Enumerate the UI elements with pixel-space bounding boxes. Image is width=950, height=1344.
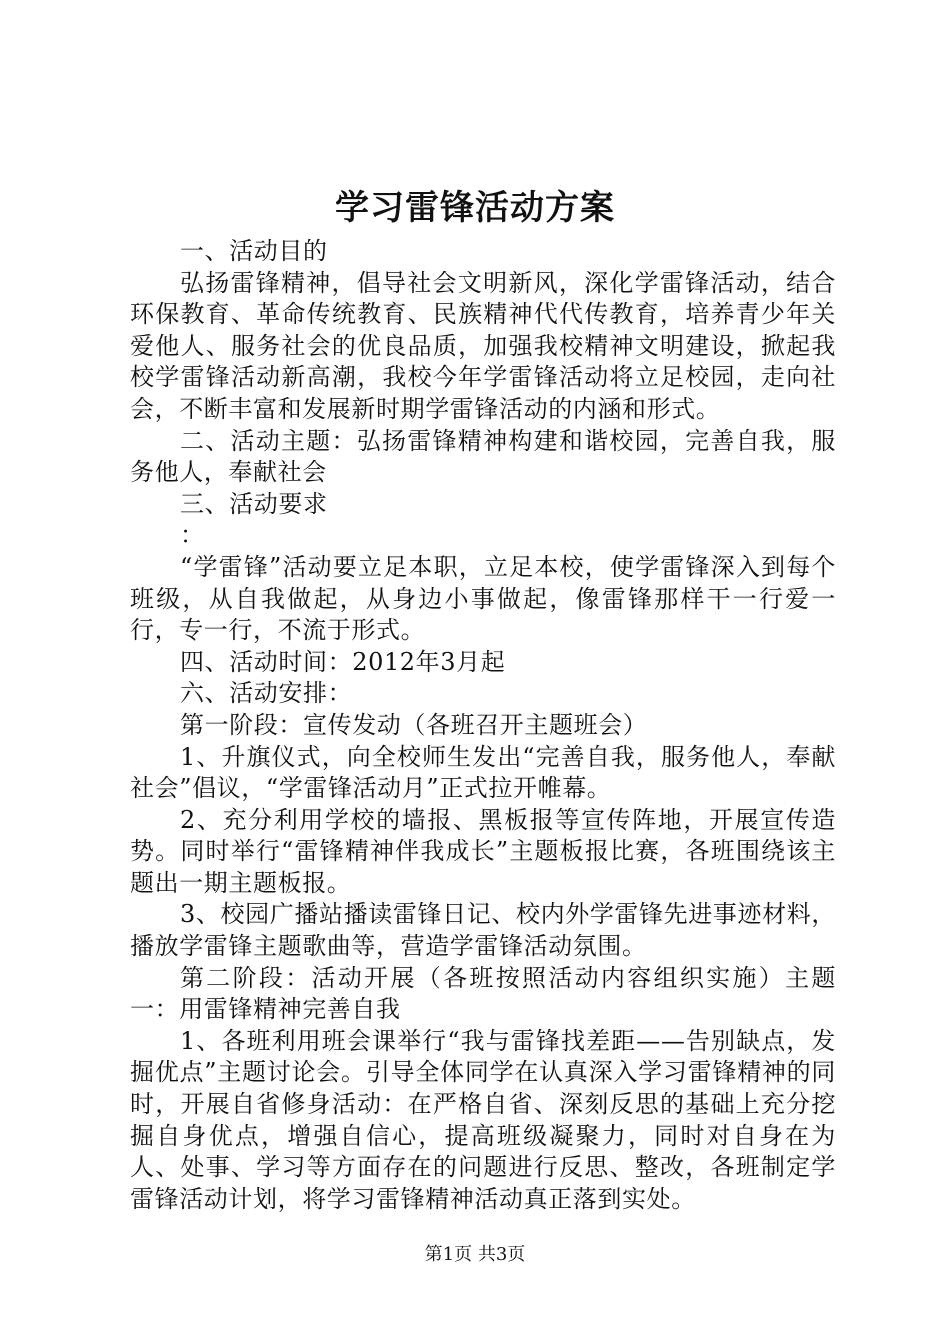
stage-two-item-1: 1、各班利用班会课举行“我与雷锋找差距——告别缺点，发掘优点”主题讨论会。引导全体同学在认真深入学习雷锋精神的同时，开展自省修身活动：在严格自省、深刻反思的基础上充分挖掘自身优点，增强自信心，提高班级凝聚力，同时对自身在为人、处事、学习等方面存在的问题进行反思、整改，各班制定学雷锋活动计划，将学习雷锋精神活动真正落到实处。: [130, 1026, 836, 1213]
section-heading-theme: 二、活动主题：弘扬雷锋精神构建和谐校园，完善自我，服务他人，奉献社会: [130, 426, 836, 487]
document-body: [130, 236, 836, 1215]
section-heading-purpose: 一、活动目的: [180, 237, 328, 265]
stage-one-item-1: 1、升旗仪式，向全校师生发出“完善自我，服务他人，奉献社会”倡议，“学雷锋活动月”正式拉开帷幕。: [130, 742, 836, 803]
stage-two-heading: 第二阶段：活动开展（各班按照活动内容组织实施）主题一：用雷锋精神完善自我: [130, 963, 836, 1024]
stage-one-item-2: 2、充分利用学校的墙报、黑板报等宣传阵地，开展宣传造势。同时举行“雷锋精神伴我成长”主题板报比赛，各班围绕该主题出一期主题板报。: [130, 805, 836, 897]
paragraph-requirements: “学雷锋”活动要立足本职，立足本校，使学雷锋深入到每个班级，从自我做起，从身边小事做起，像雷锋那样干一行爱一行，专一行，不流于形式。: [130, 552, 836, 645]
page-number-footer: 第1页 共3页: [424, 1244, 526, 1265]
section-heading-time: 四、活动时间：2012年3月起: [180, 647, 506, 676]
colon-line: ：: [180, 521, 205, 550]
paragraph-purpose: 弘扬雷锋精神，倡导社会文明新风，深化学雷锋活动，结合环保教育、革命传统教育、民族精神代代传教育，培养青少年关爱他人、服务社会的优良品质，加强我校精神文明建设，掀起我校学雷锋活动新高潮，我校今年学雷锋活动将立足校园，走向社会，不断丰富和发展新时期学雷锋活动的内涵和形式。: [130, 268, 836, 423]
section-heading-arrangement: 六、活动安排：: [180, 679, 353, 708]
section-heading-requirements: 三、活动要求: [180, 489, 328, 518]
stage-one-heading: 第一阶段：宣传发动（各班召开主题班会）: [180, 710, 648, 739]
stage-one-item-3: 3、校园广播站播读雷锋日记、校内外学雷锋先进事迹材料，播放学雷锋主题歌曲等，营造学雷锋活动氛围。: [130, 900, 836, 961]
document-title: 学习雷锋活动方案: [335, 188, 615, 228]
